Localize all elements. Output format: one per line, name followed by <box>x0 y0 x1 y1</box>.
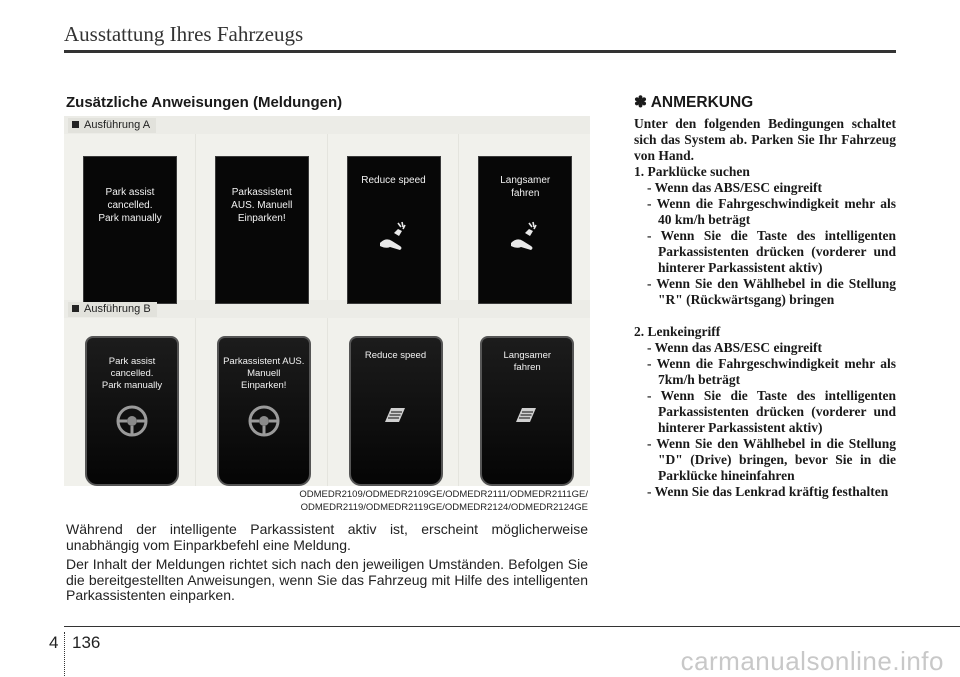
display-message-line: fahren <box>513 362 541 373</box>
display-message-line: Einparken! <box>237 213 286 224</box>
display-message-line: Park manually <box>101 380 163 391</box>
slow-down-hand-icon <box>505 219 545 257</box>
body-paragraph: Während der intelligente Parkassistent aktiv ist, erscheint möglicherweise unabhängig vom Einparkbefehl eine Meldung. <box>66 521 588 553</box>
variant-b-screens <box>64 318 590 486</box>
display-message-line: Langsamer <box>500 175 551 186</box>
display-message-line: Park assist <box>105 187 155 198</box>
cluster-display-screen <box>480 336 574 486</box>
note-bullet: - Wenn Sie den Wählhebel in die Stellung "D" (Drive) bringen, bevor Sie in die Parklücke hineinfahren <box>647 436 896 483</box>
figure-reference-codes <box>200 488 588 514</box>
steering-wheel-icon <box>247 404 281 442</box>
display-cell <box>64 318 196 486</box>
variant-a-label: Ausführung A <box>68 118 156 133</box>
pedal-icon <box>381 404 411 430</box>
display-message-line: Langsamer <box>503 350 552 361</box>
note-intro: Unter den folgenden Bedingungen schaltet sich das System ab. Parken Sie Ihr Fahrzeug von Hand. <box>634 116 896 163</box>
slow-down-hand-icon <box>374 219 414 257</box>
note-step-title: 1. Parklücke suchen <box>634 164 750 179</box>
cluster-display-screen <box>217 336 311 486</box>
display-message-line: Park manually <box>98 213 162 224</box>
note-bullet: - Wenn Sie das Lenkrad kräftig festhalten <box>647 484 889 499</box>
note-bullet: - Wenn die Fahrgeschwindigkeit mehr als 7km/h beträgt <box>647 356 896 387</box>
note-bullet: - Wenn die Fahrgeschwindigkeit mehr als 40 km/h beträgt <box>647 196 896 227</box>
cluster-display-screen <box>347 156 441 304</box>
display-cell <box>459 318 590 486</box>
square-bullet-icon <box>72 305 79 312</box>
header-rule <box>64 50 896 53</box>
display-cell <box>328 318 460 486</box>
display-message-line: Reduce speed <box>364 350 427 361</box>
cluster-display-screen <box>85 336 179 486</box>
note-bullet: - Wenn Sie die Taste des intelligenten Parkassistenten drücken (vorderer und hinterer Parkassistent aktiv) <box>647 228 896 275</box>
cluster-display-screen <box>83 156 177 304</box>
note-bullet: - Wenn das ABS/ESC eingreift <box>647 180 823 195</box>
note-bullet: - Wenn Sie den Wählhebel in die Stellung "R" (Rückwärtsgang) bringen <box>647 276 896 307</box>
note-bullet: - Wenn das ABS/ESC eingreift <box>647 340 823 355</box>
cluster-display-screen <box>478 156 572 304</box>
square-bullet-icon <box>72 121 79 128</box>
note-bullet: - Wenn Sie die Taste des intelligenten Parkassistenten drücken (vorderer und hinterer Parkassistent aktiv) <box>647 388 896 435</box>
body-paragraph: Der Inhalt der Meldungen richtet sich nach den jeweiligen Umständen. Befolgen Sie die bereitgestellten Anweisungen, wenn Sie das Fahrzeug mit Hilfe des intelligenten Parkassistenten einparken. <box>66 556 588 603</box>
note-step-title: 2. Lenkeingriff <box>634 324 721 339</box>
display-message-line: Manuell <box>247 368 281 379</box>
chapter-number: 4 <box>49 633 59 652</box>
footer-divider <box>64 632 65 676</box>
display-cell <box>196 318 328 486</box>
pedal-icon <box>512 404 542 430</box>
display-cell <box>328 134 460 300</box>
cluster-display-screen <box>349 336 443 486</box>
asterisk-icon: ✽ <box>634 94 647 111</box>
cluster-display-screen <box>215 156 309 304</box>
display-cell <box>196 134 328 300</box>
section-heading: Zusätzliche Anweisungen (Meldungen) <box>66 94 343 111</box>
note-spacer <box>634 308 896 324</box>
display-message-line: cancelled. <box>110 368 154 379</box>
note-heading <box>634 93 753 112</box>
display-message-line: Reduce speed <box>361 175 426 186</box>
note-heading-text: ANMERKUNG <box>650 94 754 111</box>
display-message-line: AUS. Manuell <box>231 200 293 211</box>
variant-a-screens <box>64 134 590 300</box>
display-cell <box>64 134 196 300</box>
page-number: 136 <box>72 633 101 652</box>
display-message-line: Parkassistent <box>231 187 292 198</box>
variant-b-label: Ausführung B <box>68 302 157 317</box>
watermark: carmanualsonline.info <box>680 646 944 676</box>
figure-reference-line: ODMEDR2109/ODMEDR2109GE/ODMEDR2111/ODMEDR2111GE/ <box>299 489 588 500</box>
display-message-line: Parkassistent AUS. <box>223 356 305 367</box>
steering-wheel-icon <box>115 404 149 442</box>
display-message-line: Einparken! <box>241 380 287 391</box>
figure-reference-line: ODMEDR2119/ODMEDR2119GE/ODMEDR2124/ODMEDR2124GE <box>300 502 588 513</box>
display-message-line: Park assist <box>108 356 156 367</box>
note-body <box>634 116 896 500</box>
page-header-title: Ausstattung Ihres Fahrzeugs <box>64 22 304 46</box>
message-figure <box>64 116 590 486</box>
footer-rule <box>64 626 960 627</box>
display-message-line: fahren <box>511 188 540 199</box>
display-cell <box>459 134 590 300</box>
display-message-line: cancelled. <box>107 200 153 211</box>
